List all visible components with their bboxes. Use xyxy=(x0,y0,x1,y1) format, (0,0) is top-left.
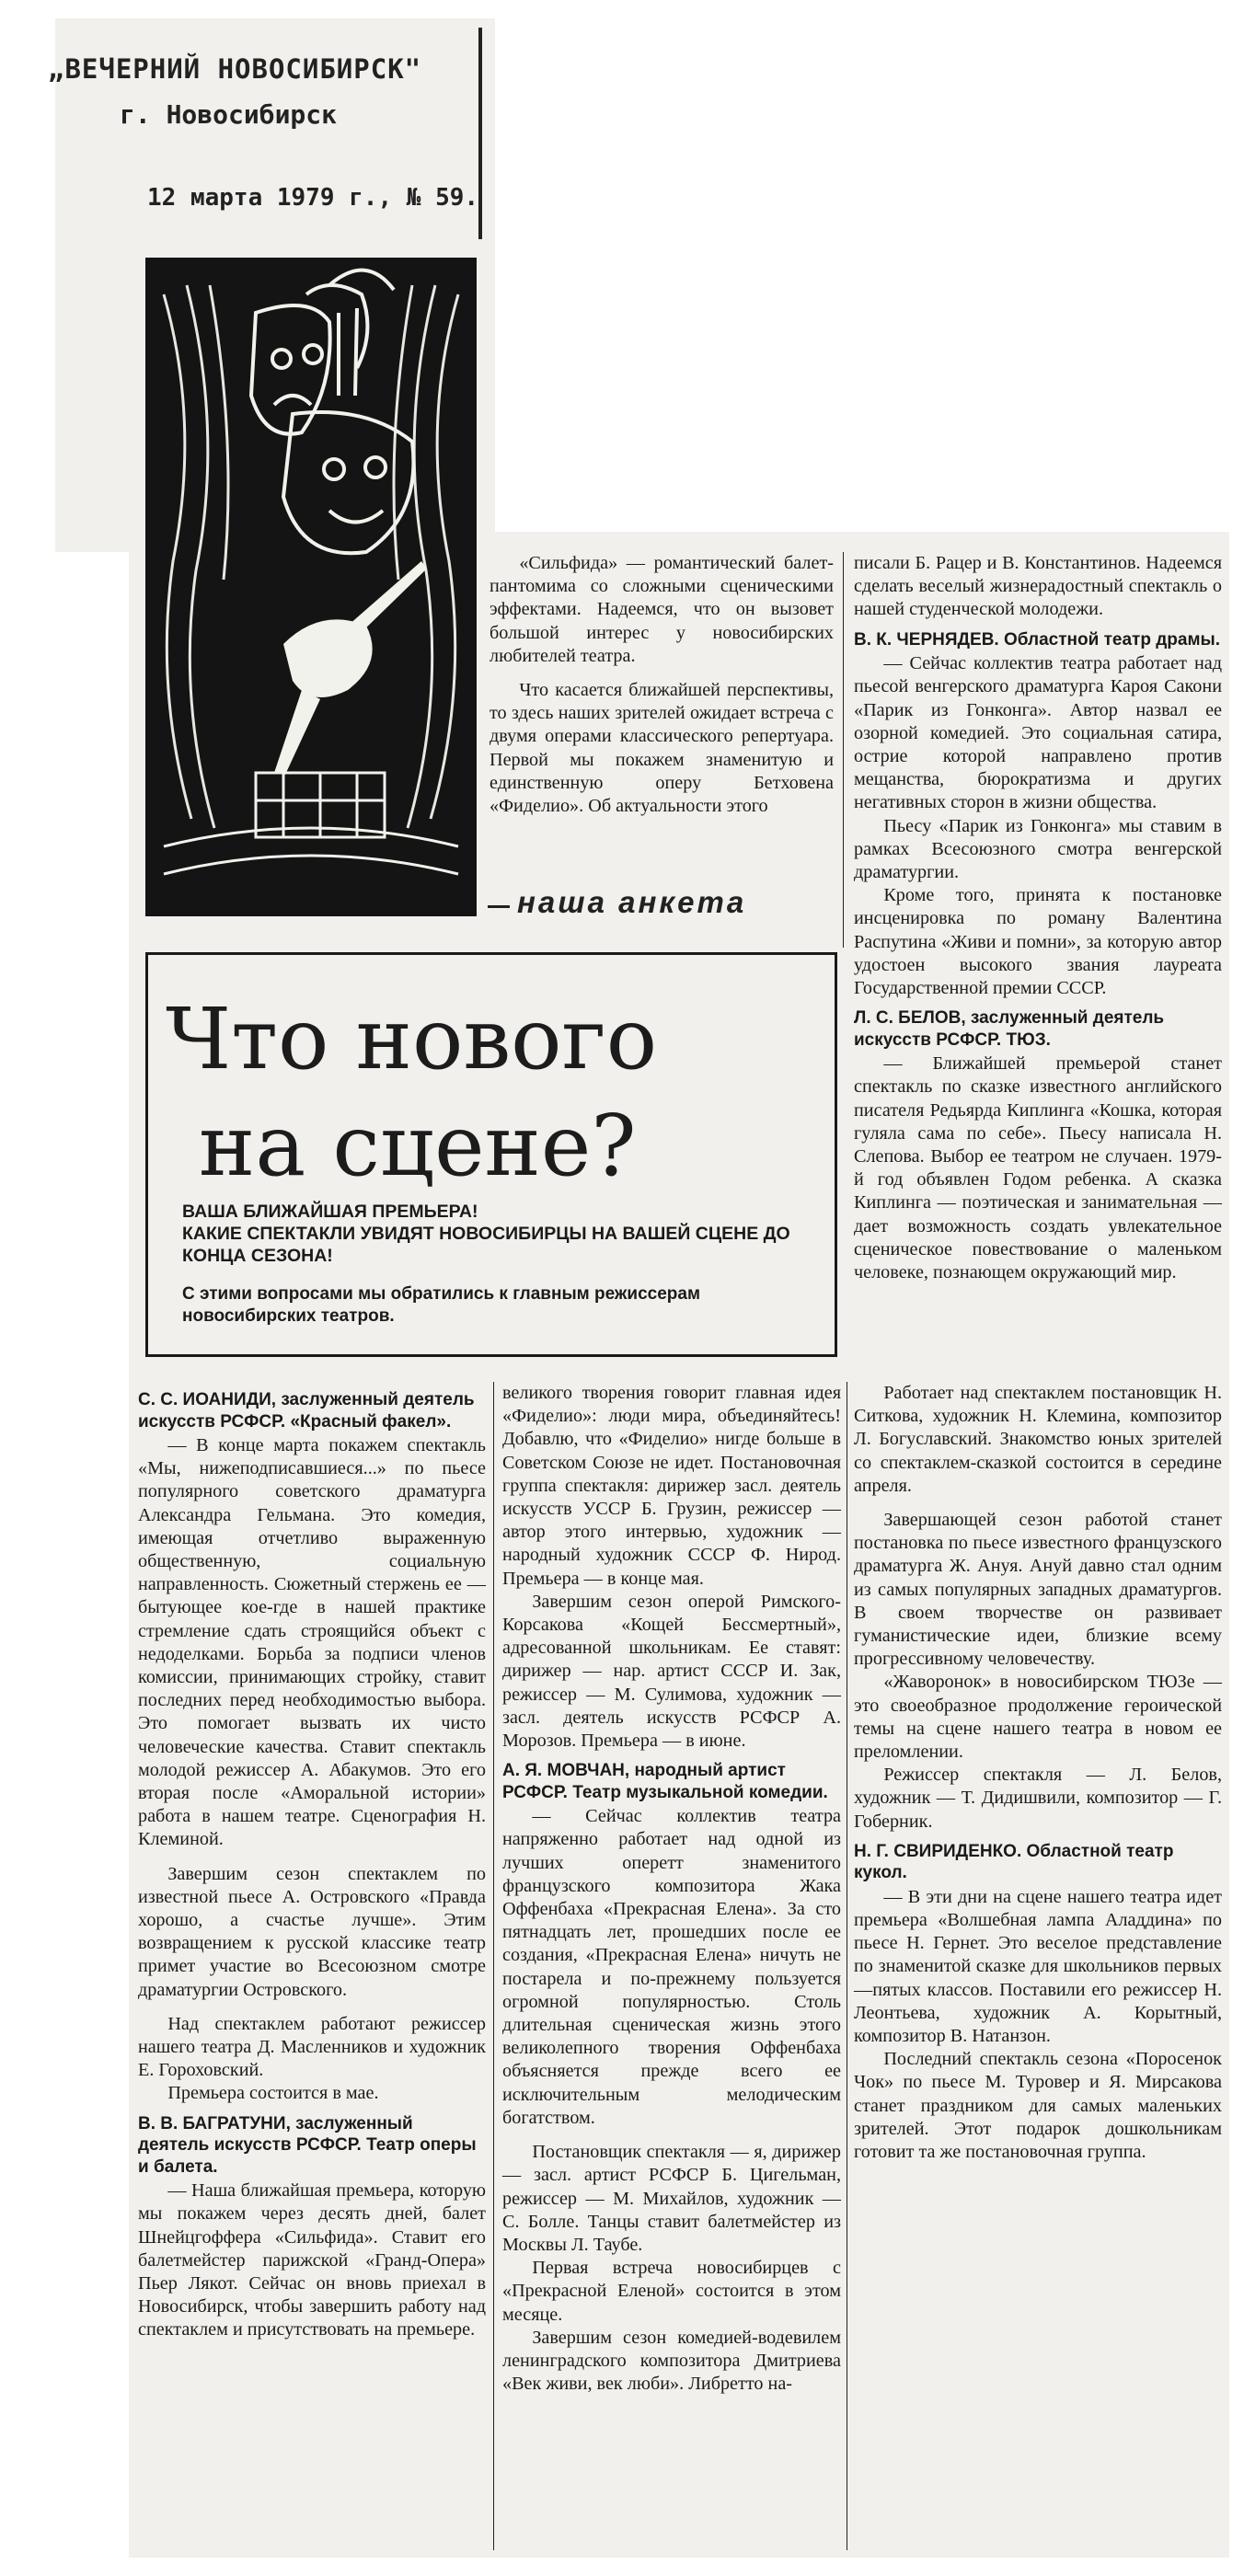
author-signature: В. В. БАГРАТУНИ, заслуженный деятель искусств РСФСР. Театр оперы и балета. xyxy=(138,2113,477,2177)
paragraph: великого творения говорит главная идея «Фиделио»: люди мира, объединяйтесь! Добавлю, что «Фиделио» нигде больше в Советском Союзе не идет. Постановочная группа спектакля: дирижер засл. деятель искусств УССР Б. Грузин, режиссер — автор этого интервью, художник — народный художник СССР Ф. Нирод. Премьера — в конце мая. xyxy=(502,1383,841,1589)
paragraph: Постановщик спектакля — я, дирижер — засл. артист РСФСР Б. Цигельман, режиссер — М. Михайлов, художник — С. Болле. Танцы ставит балетмейстер из Москвы Л. Таубе. xyxy=(502,2142,841,2255)
paragraph: Режиссер спектакля — Л. Белов, художник — Т. Дидишвили, композитор — Г. Гоберник. xyxy=(854,1765,1222,1832)
paragraph: Пьесу «Парик из Гонконга» мы ставим в рамках Всесоюзного смотра венгерской драматургии. xyxy=(854,815,1222,882)
rubric-label: наша анкета xyxy=(517,885,747,919)
theatre-masks-lyre-dancer-icon xyxy=(145,258,477,916)
column-divider xyxy=(493,1382,494,2550)
paragraph: — Сейчас коллектив театра напряженно работает над одной из лучших оперетт знаменитого французского композитора Жака Оффенбаха «Прекрасная Елена». За сто пятнадцать лет, прошедших после ее создания, «Прекрасная Елена» ничуть не постарела и по-прежнему пользуется огромной популярностью. Столь длительная сценическая жизнь этого великолепного творения Оффенбаха объясняется прежде всего ее исключительным мелодическим богатством. xyxy=(502,1806,841,2128)
column-right xyxy=(854,1382,1222,2164)
paragraph: Завершим сезон комедией-водевилем ленинградского композитора Дмитриева «Век живи, век люби». Либретто на- xyxy=(502,2327,841,2395)
paragraph: — Ближайшей премьерой станет спектакль по сказке известного английского писателя Редьярда Киплинга «Кошка, которая гуляла сама по себе». Пьесу написала Н. Слепова. Выбор ее театром не случаен. 1979-й год объявлен Годом ребенка. А сказка Киплинга — поэтическая и занимательная — дает возможность создать увлекательное сценическое повествование о маленьком человеке, познающем окружающий мир. xyxy=(854,1053,1222,1282)
author-signature: Л. С. БЕЛОВ, заслуженный деятель искусств РСФСР. ТЮЗ. xyxy=(854,1008,1165,1050)
paragraph: — В конце марта покажем спектакль «Мы, нижеподписавшиеся...» по пьесе популярного советского драматурга Александра Гельмана. Это комедия, имеющая отчетливо выраженную общественную, социальную направленность. Сюжетный стержень ее — бытующее кое-где в нашей практике стремление сдать строящийся объект с недоделками. Борьба за подписи членов комиссии, принимающих стройку, ставит последних перед необходимостью выбора. Это помогает вызвать их чисто человеческие качества. Ставит спектакль молодой режиссер А. Абакумов. Это его вторая после «Аморальной истории» работа в нашем театре. Сценография Н. Клеминой. xyxy=(138,1435,486,1850)
paragraph: Завершим сезон оперой Римского-Корсакова «Кощей Бессмертный», адресованной школьникам. Ее ставят: дирижер — нар. артист СССР И. Зак, режиссер — М. Сулимова, художник — засл. деятель искусств РСФСР А. Морозов. Премьера — в июне. xyxy=(502,1591,841,1752)
author-signature: В. К. ЧЕРНЯДЕВ. Областной театр драмы. xyxy=(854,629,1221,650)
headline-line-2: на сцене? xyxy=(199,1097,637,1195)
top-column-left xyxy=(490,552,834,818)
margin-rule xyxy=(478,28,482,239)
paragraph: Премьера состоится в мае. xyxy=(167,2083,379,2104)
newspaper-name: „ВЕЧЕРНИЙ НОВОСИБИРСК" xyxy=(48,53,422,85)
paragraph: Что касается ближайшей перспективы, то здесь наших зрителей ожидает встреча с двумя операми классического репертуара. Первой мы покажем знаменитую и единственную оперу Бетховена «Фиделио». Об актуальности этого xyxy=(490,680,834,817)
lead-question-1: ВАША БЛИЖАЙШАЯ ПРЕМЬЕРА! xyxy=(182,1202,478,1222)
newspaper-city: г. Новосибирск xyxy=(120,99,338,130)
column-middle xyxy=(502,1382,841,2396)
headline-line-1: Что нового xyxy=(166,990,658,1088)
lead-note: С этими вопросами мы обратились к главным режиссерам новосибирских театров. xyxy=(182,1284,701,1326)
top-column-right xyxy=(854,552,1222,1284)
lead-questions xyxy=(182,1201,826,1267)
paragraph: писали Б. Рацер и В. Константинов. Надеемся сделать веселый жизнерадостный спектакль о нашей студенческой молодежи. xyxy=(854,553,1222,620)
column-divider xyxy=(843,552,844,948)
paragraph: — Сейчас коллектив театра работает над пьесой венгерского драматурга Кароя Сакони «Парик из Гонконга». Автор назвал ее озорной комедией. Это социальная сатира, острие которой направлено против мещанства, бюрократизма и других негативных сторон в жизни общества. xyxy=(854,653,1222,813)
lead-question-2: КАКИЕ СПЕКТАКЛИ УВИДЯТ НОВОСИБИРЦЫ НА ВАШЕЙ СЦЕНЕ ДО КОНЦА СЕЗОНА! xyxy=(182,1224,790,1266)
rubric-dash xyxy=(488,905,510,908)
paragraph: Кроме того, принята к постановке инсценировка по роману Валентина Распутина «Живи и помни», за которую автор удостоен высокого звания лауреата Государственной премии СССР. xyxy=(854,885,1222,998)
newspaper-date: 12 марта 1979 г., № 59. xyxy=(147,184,479,212)
author-signature: Н. Г. СВИРИДЕНКО. Областной театр кукол. xyxy=(854,1841,1174,1883)
paragraph: — В эти дни на сцене нашего театра идет премьера «Волшебная лампа Аладдина» по пьесе Н. Гернет. Это веселое представление по знаменитой сказке для школьников первых—пятых классов. Поставили его режиссер Н. Леонтьева, художник А. Корытный, композитор В. Натанзон. xyxy=(854,1886,1222,2047)
column-left xyxy=(138,1382,486,2342)
paragraph: Над спектаклем работают режиссер нашего театра Д. Масленников и художник Е. Гороховский. xyxy=(138,2013,486,2081)
paragraph: «Сильфида» — романтический балет-пантомима со сложными сценическими эффектами. Надеемся, что он вызовет большой интерес у новосибирских любителей театра. xyxy=(490,553,834,666)
author-signature: С. С. ИОАНИДИ, заслуженный деятель искусств РСФСР. «Красный факел». xyxy=(138,1390,475,1432)
paragraph: Первая встреча новосибирцев с «Прекрасной Еленой» состоится в этом месяце. xyxy=(502,2258,841,2325)
paragraph: «Жаворонок» в новосибирском ТЮЗе — это своеобразное продолжение героической темы на сцене нашего театра в новом ее преломлении. xyxy=(854,1672,1222,1763)
paragraph: — Наша ближайшая премьера, которую мы покажем через десять дней, балет Шнейцгоффера «Сильфида». Ставит его балетмейстер парижской «Гранд-Опера» Пьер Лякот. Сейчас он вновь приехал в Новосибирск, чтобы завершить работу над спектаклем и присутствовать на премьере. xyxy=(138,2180,486,2340)
headline xyxy=(166,986,828,1200)
author-signature: А. Я. МОВЧАН, народный артист РСФСР. Театр музыкальной комедии. xyxy=(502,1761,828,1802)
paragraph: Завершим сезон спектаклем по известной пьесе А. Островского «Правда хорошо, а счастье лучше». Этим возвращением к русской классике театр примет участие во Всесоюзном смотре драматургии Островского. xyxy=(138,1863,486,2000)
paragraph: Последний спектакль сезона «Поросенок Чок» по пьесе М. Туровер и Я. Мирсакова станет праздником для самых маленьких зрителей. Этот подарок дошкольникам готовит та же постановочная группа. xyxy=(854,2049,1222,2163)
paragraph: Работает над спектаклем постановщик Н. Ситкова, художник Н. Клемина, композитор Л. Богуславский. Знакомство юных зрителей со спектаклем-сказкой состоится в середине апреля. xyxy=(854,1383,1222,1496)
paragraph: Завершающей сезон работой станет постановка по пьесе известного французского драматурга Ж. Ануя. Ануй давно стал одним из самых популярных западных драматургов. В своем творчестве он развивает гуманистические идеи, близкие всему прогрессивному человечеству. xyxy=(854,1510,1222,1670)
